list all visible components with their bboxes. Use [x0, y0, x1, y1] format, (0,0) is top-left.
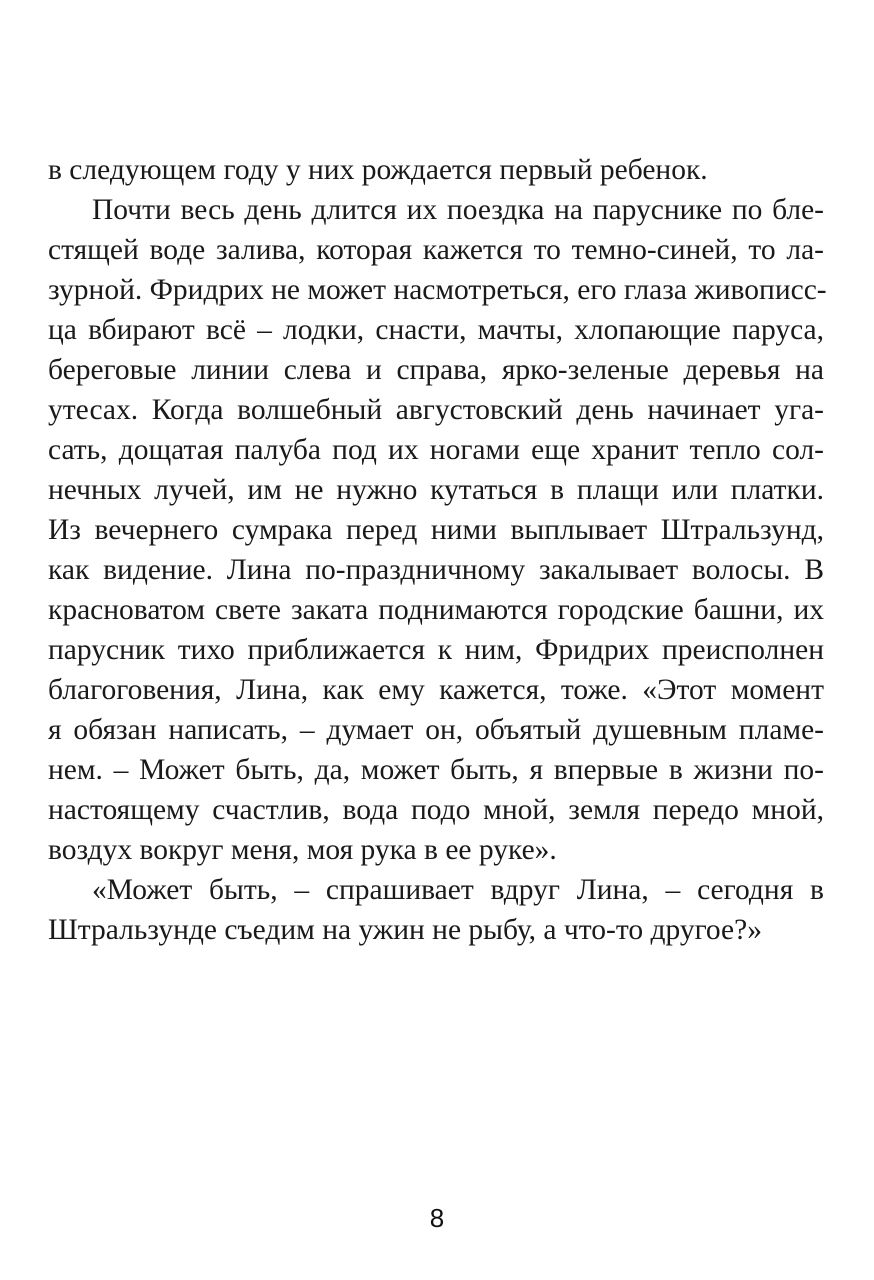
text-line: стящей воде залива, которая кажется то темно-синей, то ла- [48, 234, 824, 266]
text-line: воздух вокруг меня, моя рука в ее руке». [48, 834, 557, 866]
text-line: Почти весь день длится их поездка на паруснике по бле- [92, 194, 824, 226]
text-line: парусник тихо приближается к ним, Фридрих преисполнен [48, 634, 824, 666]
text-line: в следующем году у них рождается первый ребенок. [48, 154, 708, 186]
text-line: нечных лучей, им не нужно кутаться в плащи или платки. [48, 474, 824, 506]
text-line: утесах. Когда волшебный августовский день начинает уга- [48, 394, 824, 426]
text-line: ца вбирают всё – лодки, снасти, мачты, хлопающие паруса, [48, 314, 824, 346]
text-line: Из вечернего сумрака перед ними выплывает Штральзунд, [48, 514, 824, 546]
text-line: красноватом свете заката поднимаются городские башни, их [48, 594, 824, 626]
text-line: Штральзунде съедим на ужин не рыбу, а что-то другое?» [48, 914, 762, 946]
text-line: «Может быть, – спрашивает вдруг Лина, – сегодня в [92, 874, 824, 906]
text-line: нем. – Может быть, да, может быть, я впервые в жизни по- [48, 754, 824, 786]
text-line: зурной. Фридрих не может насмотреться, его глаза живописс- [48, 274, 827, 306]
page-number: 8 [429, 1203, 445, 1233]
text-line: как видение. Лина по-праздничному закалывает волосы. В [48, 554, 824, 586]
text-line: сать, дощатая палуба под их ногами еще хранит тепло сол- [48, 434, 824, 466]
text-line: я обязан написать, – думает он, объятый душевным пламе- [48, 714, 824, 746]
text-line: настоящему счастлив, вода подо мной, земля передо мной, [48, 794, 824, 826]
text-line: благоговения, Лина, как ему кажется, тоже. «Этот момент [48, 674, 824, 706]
body-text [48, 150, 827, 950]
text-line: береговые линии слева и справа, ярко-зеленые деревья на [48, 354, 824, 386]
